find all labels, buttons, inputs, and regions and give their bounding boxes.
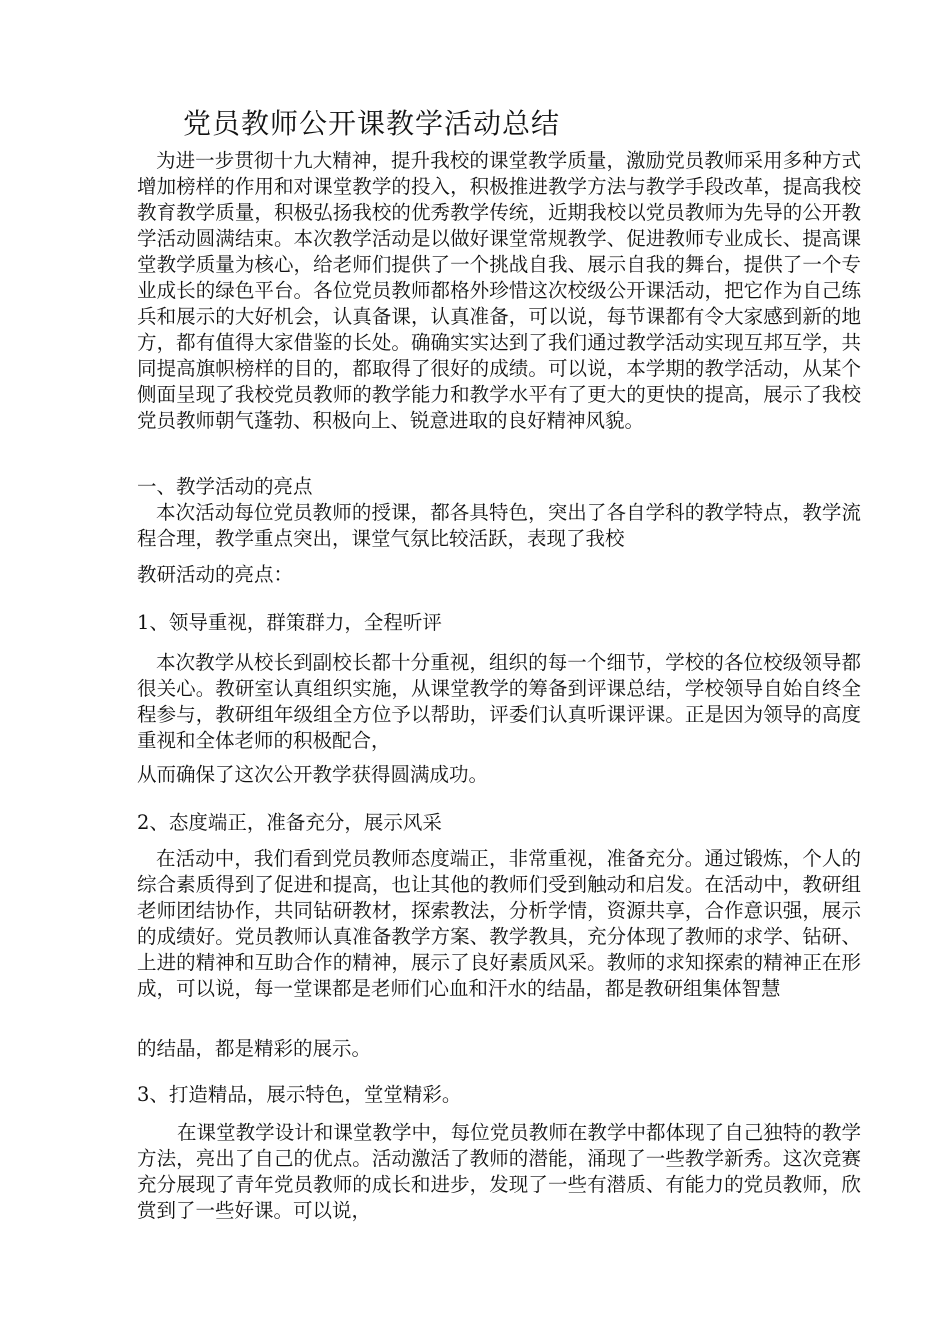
point1-heading: 1、领导重视，群策群力，全程听评 [137,611,442,634]
point1-paragraph-end: 从而确保了这次公开教学获得圆满成功。 [137,763,489,786]
point1-paragraph: 本次教学从校长到副校长都十分重视，组织的每一个细节，学校的各位校级领导都很关心。教研室认真组织实施，从课堂教学的筹备到评课总结，学校领导自始自终全程参与，教研组年级组全方位予以帮助，评委们认真听课评课。正是因为领导的高度重视和全体老师的积极配合， [137,651,861,752]
section1-heading: 一、教学活动的亮点 [137,475,313,498]
section1-paragraph-end: 教研活动的亮点： [137,563,294,586]
point2-paragraph-end: 的结晶，都是精彩的展示。 [137,1037,372,1060]
section1-paragraph: 本次活动每位党员教师的授课，都各具特色，突出了各自学科的教学特点，教学流程合理，教学重点突出，课堂气氛比较活跃，表现了我校 [137,501,861,550]
point2-heading: 2、态度端正，准备充分，展示风采 [137,811,442,834]
point2-paragraph: 在活动中，我们看到党员教师态度端正，非常重视，准备充分。通过锻炼，个人的综合素质得到了促进和提高，也让其他的教师们受到触动和启发。在活动中，教研组老师团结协作，共同钻研教材，探索教法，分析学情，资源共享，合作意识强，展示的成绩好。党员教师认真准备教学方案、教学教具，充分体现了教师的求学、钻研、上进的精神和互助合作的精神，展示了良好素质风采。教师的求知探索的精神正在形成，可以说，每一堂课都是老师们心血和汗水的结晶，都是教研组集体智慧 [137,847,861,1000]
point3-heading: 3、打造精品，展示特色，堂堂精彩。 [137,1083,462,1106]
intro-paragraph: 为进一步贯彻十九大精神，提升我校的课堂教学质量，激励党员教师采用多种方式增加榜样的作用和对课堂教学的投入，积极推进教学方法与教学手段改革，提高我校教育教学质量，积极弘扬我校的优秀教学传统，近期我校以党员教师为先导的公开教学活动圆满结束。本次教学活动是以做好课堂常规教学、促进教师专业成长、提高课堂教学质量为核心，给老师们提供了一个挑战自我、展示自我的舞台，提供了一个专业成长的绿色平台。各位党员教师都格外珍惜这次校级公开课活动，把它作为自己练兵和展示的大好机会，认真备课，认真准备，可以说，每节课都有令大家感到新的地方，都有值得大家借鉴的长处。确确实实达到了我们通过教学活动实现互邦互学，共同提高旗帜榜样的目的，都取得了很好的成绩。可以说，本学期的教学活动，从某个侧面呈现了我校党员教师的教学能力和教学水平有了更大的更快的提高，展示了我校党员教师朝气蓬勃、积极向上、锐意进取的良好精神风貌。 [137,149,861,432]
point3-paragraph: 在课堂教学设计和课堂教学中，每位党员教师在教学中都体现了自己独特的教学方法，亮出了自己的优点。活动激活了教师的潜能，涌现了一些教学新秀。这次竞赛充分展现了青年党员教师的成长和进步，发现了一些有潜质、有能力的党员教师，欣赏到了一些好课。可以说， [137,1121,861,1222]
document-title: 党员教师公开课教学活动总结 [183,107,561,140]
